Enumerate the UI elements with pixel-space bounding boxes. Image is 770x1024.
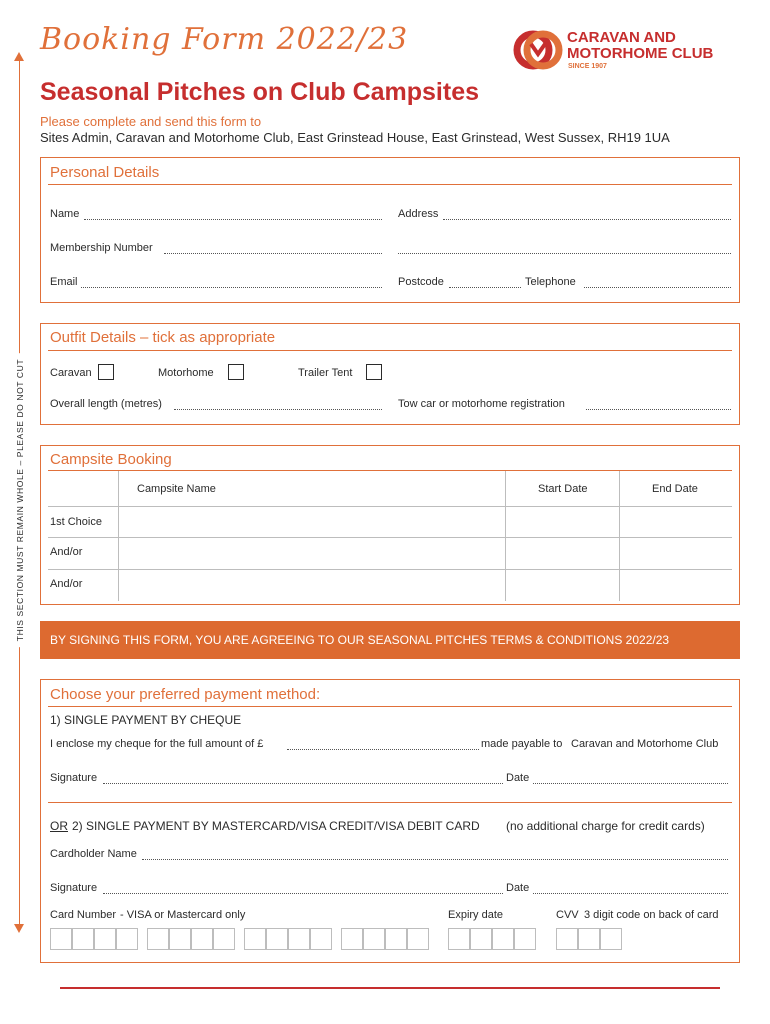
table-line [118,471,119,601]
name-label: Name [50,208,80,220]
divider [48,706,732,707]
column-header-start-date: Start Date [538,483,588,495]
cvv-digit-box[interactable] [578,928,600,950]
payable-to: Caravan and Motorhome Club [571,738,719,750]
card-digit-box[interactable] [266,928,288,950]
card-digit-box[interactable] [363,928,385,950]
trailer-tent-label: Trailer Tent [298,367,353,379]
card-digit-box[interactable] [116,928,138,950]
card-note: (no additional charge for credit cards) [506,819,705,833]
trailer-tent-checkbox[interactable] [366,364,382,380]
divider [48,470,732,471]
signature-field[interactable] [103,783,503,784]
campsite-booking-title: Campsite Booking [50,451,172,468]
table-line [619,471,620,601]
date-field[interactable] [533,783,728,784]
membership-label: Membership Number [50,242,153,254]
card-digit-box[interactable] [50,928,72,950]
cheque-text: I enclose my cheque for the full amount of £ [50,738,264,750]
or-label: OR [50,819,68,833]
table-line [505,471,506,601]
motorhome-checkbox[interactable] [228,364,244,380]
cardholder-field[interactable] [142,859,728,860]
name-field[interactable] [84,219,382,220]
expiry-digit-box[interactable] [514,928,536,950]
overall-length-label: Overall length (metres) [50,398,162,410]
signature-label: Signature [50,772,98,784]
postcode-field[interactable] [449,287,521,288]
column-header-campsite: Campsite Name [137,483,216,495]
form-title: Booking Form 2022/23 [40,22,409,57]
cvv-note: 3 digit code on back of card [584,909,719,921]
payment-title: Choose your preferred payment method: [50,686,321,703]
membership-field[interactable] [164,253,382,254]
card-digit-box[interactable] [169,928,191,950]
postcode-label: Postcode [398,276,444,288]
card-digit-box[interactable] [72,928,94,950]
card-digit-box[interactable] [407,928,429,950]
card-heading: 2) SINGLE PAYMENT BY MASTERCARD/VISA CREDIT/VISA DEBIT CARD [72,819,480,833]
instruction-text: Please complete and send this form to [40,114,262,129]
date-label: Date [506,772,530,784]
card-number-note: - VISA or Mastercard only [120,909,246,921]
caravan-label: Caravan [50,367,92,379]
cvv-digit-box[interactable] [556,928,578,950]
divider [48,802,732,803]
address-label: Address [398,208,439,220]
card-digit-box[interactable] [310,928,332,950]
card-digit-box[interactable] [341,928,363,950]
footer-divider [60,987,720,989]
signature-2-label: Signature [50,882,98,894]
table-line [48,537,732,538]
expiry-digit-box[interactable] [448,928,470,950]
motorhome-label: Motorhome [158,367,214,379]
divider [48,184,732,185]
card-digit-box[interactable] [385,928,407,950]
column-header-end-date: End Date [652,483,698,495]
payable-text: made payable to [481,738,563,750]
address-field[interactable] [443,219,731,220]
club-logo-icon [513,28,563,72]
cheque-amount-field[interactable] [287,749,479,750]
card-digit-box[interactable] [191,928,213,950]
page-title: Seasonal Pitches on Club Campsites [40,78,480,106]
signature-2-field[interactable] [103,893,503,894]
cvv-label: CVV [556,909,579,921]
campsite-booking-section [40,445,740,605]
table-line [48,569,732,570]
card-digit-box[interactable] [147,928,169,950]
card-digit-box[interactable] [244,928,266,950]
email-label: Email [50,276,78,288]
row-label-third-choice: And/or [50,578,83,590]
date-2-label: Date [506,882,530,894]
cvv-digit-box[interactable] [600,928,622,950]
logo-line-1: CARAVAN AND [567,29,676,46]
table-line [48,506,732,507]
overall-length-field[interactable] [174,409,382,410]
cardholder-label: Cardholder Name [50,848,137,860]
row-label-second-choice: And/or [50,546,83,558]
logo-since: SINCE 1907 [568,63,607,70]
expiry-digit-box[interactable] [492,928,514,950]
outfit-details-title: Outfit Details – tick as appropriate [50,329,276,346]
cheque-heading: 1) SINGLE PAYMENT BY CHEQUE [50,713,242,727]
personal-details-title: Personal Details [50,164,160,181]
expiry-label: Expiry date [448,909,504,921]
date-2-field[interactable] [533,893,728,894]
row-label-first-choice: 1st Choice [50,516,102,528]
terms-banner: BY SIGNING THIS FORM, YOU ARE AGREEING TO OUR SEASONAL PITCHES TERMS & CONDITIONS 2022/23 [40,621,740,659]
address-field-line-2[interactable] [398,253,731,254]
postal-address: Sites Admin, Caravan and Motorhome Club, East Grinstead House, East Grinstead, West Sussex, RH19 1UA [40,130,670,145]
email-field[interactable] [81,287,382,288]
telephone-label: Telephone [525,276,576,288]
card-digit-box[interactable] [213,928,235,950]
arrow-down-icon [14,924,24,933]
card-digit-box[interactable] [288,928,310,950]
arrow-up-icon [14,52,24,61]
divider [48,350,732,351]
caravan-checkbox[interactable] [98,364,114,380]
card-number-label: Card Number [50,909,117,921]
expiry-digit-box[interactable] [470,928,492,950]
registration-label: Tow car or motorhome registration [398,398,565,410]
logo-line-2: MOTORHOME CLUB [567,45,714,62]
cut-notice: THIS SECTION MUST REMAIN WHOLE – PLEASE DO NOT CUT [15,353,25,647]
telephone-field[interactable] [584,287,731,288]
registration-field[interactable] [586,409,731,410]
card-digit-box[interactable] [94,928,116,950]
